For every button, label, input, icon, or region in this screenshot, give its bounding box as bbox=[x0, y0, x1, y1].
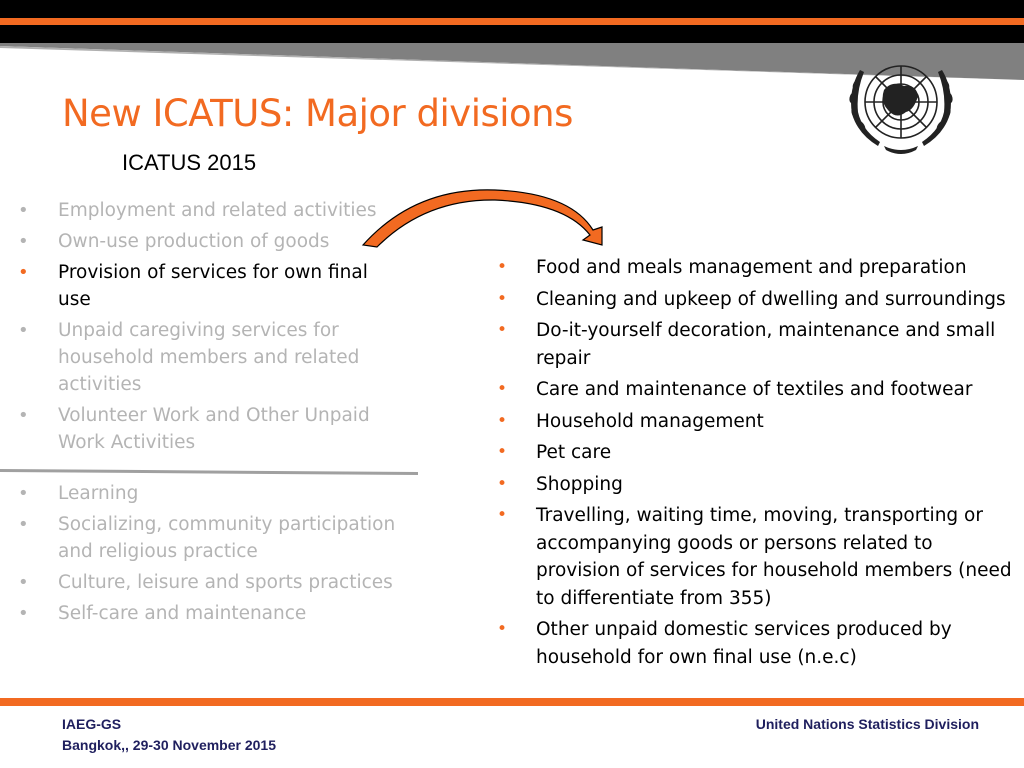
list-item bbox=[497, 439, 1012, 467]
slide-title: New ICATUS: Major divisions bbox=[62, 92, 573, 135]
list-item-active bbox=[18, 259, 398, 313]
slide-subtitle: ICATUS 2015 bbox=[122, 150, 257, 175]
list-item-label: Travelling, waiting time, moving, transporting or accompanying goods or persons related to provision of services for household members (need to differentiate from 355) bbox=[536, 505, 1012, 609]
list-item-label: Learning bbox=[58, 483, 139, 504]
list-item bbox=[497, 254, 1012, 282]
bullet-icon: • bbox=[497, 619, 508, 639]
list-item-label: Culture, leisure and sports practices bbox=[58, 572, 393, 593]
subdivision-list bbox=[497, 254, 1012, 675]
list-item-label: Shopping bbox=[536, 473, 623, 495]
list-item-label: Self-care and maintenance bbox=[58, 603, 307, 624]
list-item-label: Employment and related activities bbox=[58, 200, 377, 221]
list-item bbox=[497, 471, 1012, 499]
footer-organization: United Nations Statistics Division bbox=[755, 716, 979, 732]
list-item-label: Pet care bbox=[536, 442, 612, 463]
list-item bbox=[18, 228, 398, 255]
bullet-icon: • bbox=[18, 320, 29, 341]
list-item-label: Household management bbox=[536, 410, 764, 432]
list-item bbox=[497, 286, 1012, 314]
footer-divider bbox=[0, 698, 1024, 706]
bullet-icon: • bbox=[497, 505, 508, 525]
left-division-list-secondary bbox=[18, 480, 398, 631]
list-item-label: Unpaid caregiving services for household members and related activities bbox=[58, 320, 360, 395]
bullet-icon: • bbox=[497, 473, 508, 494]
section-divider bbox=[0, 466, 420, 478]
list-item bbox=[497, 616, 1012, 671]
bullet-icon: • bbox=[497, 379, 508, 399]
footer-org-short: IAEG-GS bbox=[62, 716, 122, 732]
list-item bbox=[18, 197, 398, 224]
un-emblem-icon bbox=[834, 50, 968, 160]
footer-location-date: Bangkok,, 29-30 November 2015 bbox=[62, 737, 276, 753]
list-item-label: Care and maintenance of textiles and footwear bbox=[536, 379, 973, 400]
bullet-icon: • bbox=[18, 231, 29, 252]
list-item bbox=[497, 376, 1012, 404]
list-item-label: Food and meals management and preparation bbox=[536, 257, 967, 278]
list-item bbox=[497, 317, 1012, 372]
bullet-icon: • bbox=[18, 483, 29, 504]
list-item bbox=[18, 317, 398, 398]
bullet-icon: • bbox=[18, 603, 29, 624]
list-item-label: Socializing, community participation and religious practice bbox=[58, 514, 396, 562]
bullet-icon: • bbox=[18, 572, 29, 593]
list-item bbox=[18, 402, 398, 456]
list-item bbox=[18, 600, 398, 627]
list-item bbox=[18, 569, 398, 596]
bullet-icon: • bbox=[18, 262, 29, 283]
list-item bbox=[497, 408, 1012, 436]
list-item-label: Cleaning and upkeep of dwelling and surroundings bbox=[536, 288, 1006, 310]
list-item bbox=[497, 502, 1012, 612]
bullet-icon: • bbox=[497, 410, 508, 431]
list-item-label: Other unpaid domestic services produced by household for own final use (n.e.c) bbox=[536, 619, 952, 668]
left-division-list bbox=[18, 197, 398, 460]
list-item-label: Do-it-yourself decoration, maintenance and small repair bbox=[536, 320, 996, 369]
list-item-label: Volunteer Work and Other Unpaid Work Activities bbox=[58, 405, 370, 453]
list-item bbox=[18, 511, 398, 565]
list-item bbox=[18, 480, 398, 507]
bullet-icon: • bbox=[18, 200, 29, 221]
bullet-icon: • bbox=[497, 288, 508, 309]
bullet-icon: • bbox=[18, 405, 29, 426]
bullet-icon: • bbox=[18, 514, 29, 535]
bullet-icon: • bbox=[497, 442, 508, 462]
list-item-label: Own-use production of goods bbox=[58, 231, 330, 252]
bullet-icon: • bbox=[497, 257, 508, 277]
list-item-label: Provision of services for own final use bbox=[58, 262, 368, 310]
bullet-icon: • bbox=[497, 320, 508, 340]
